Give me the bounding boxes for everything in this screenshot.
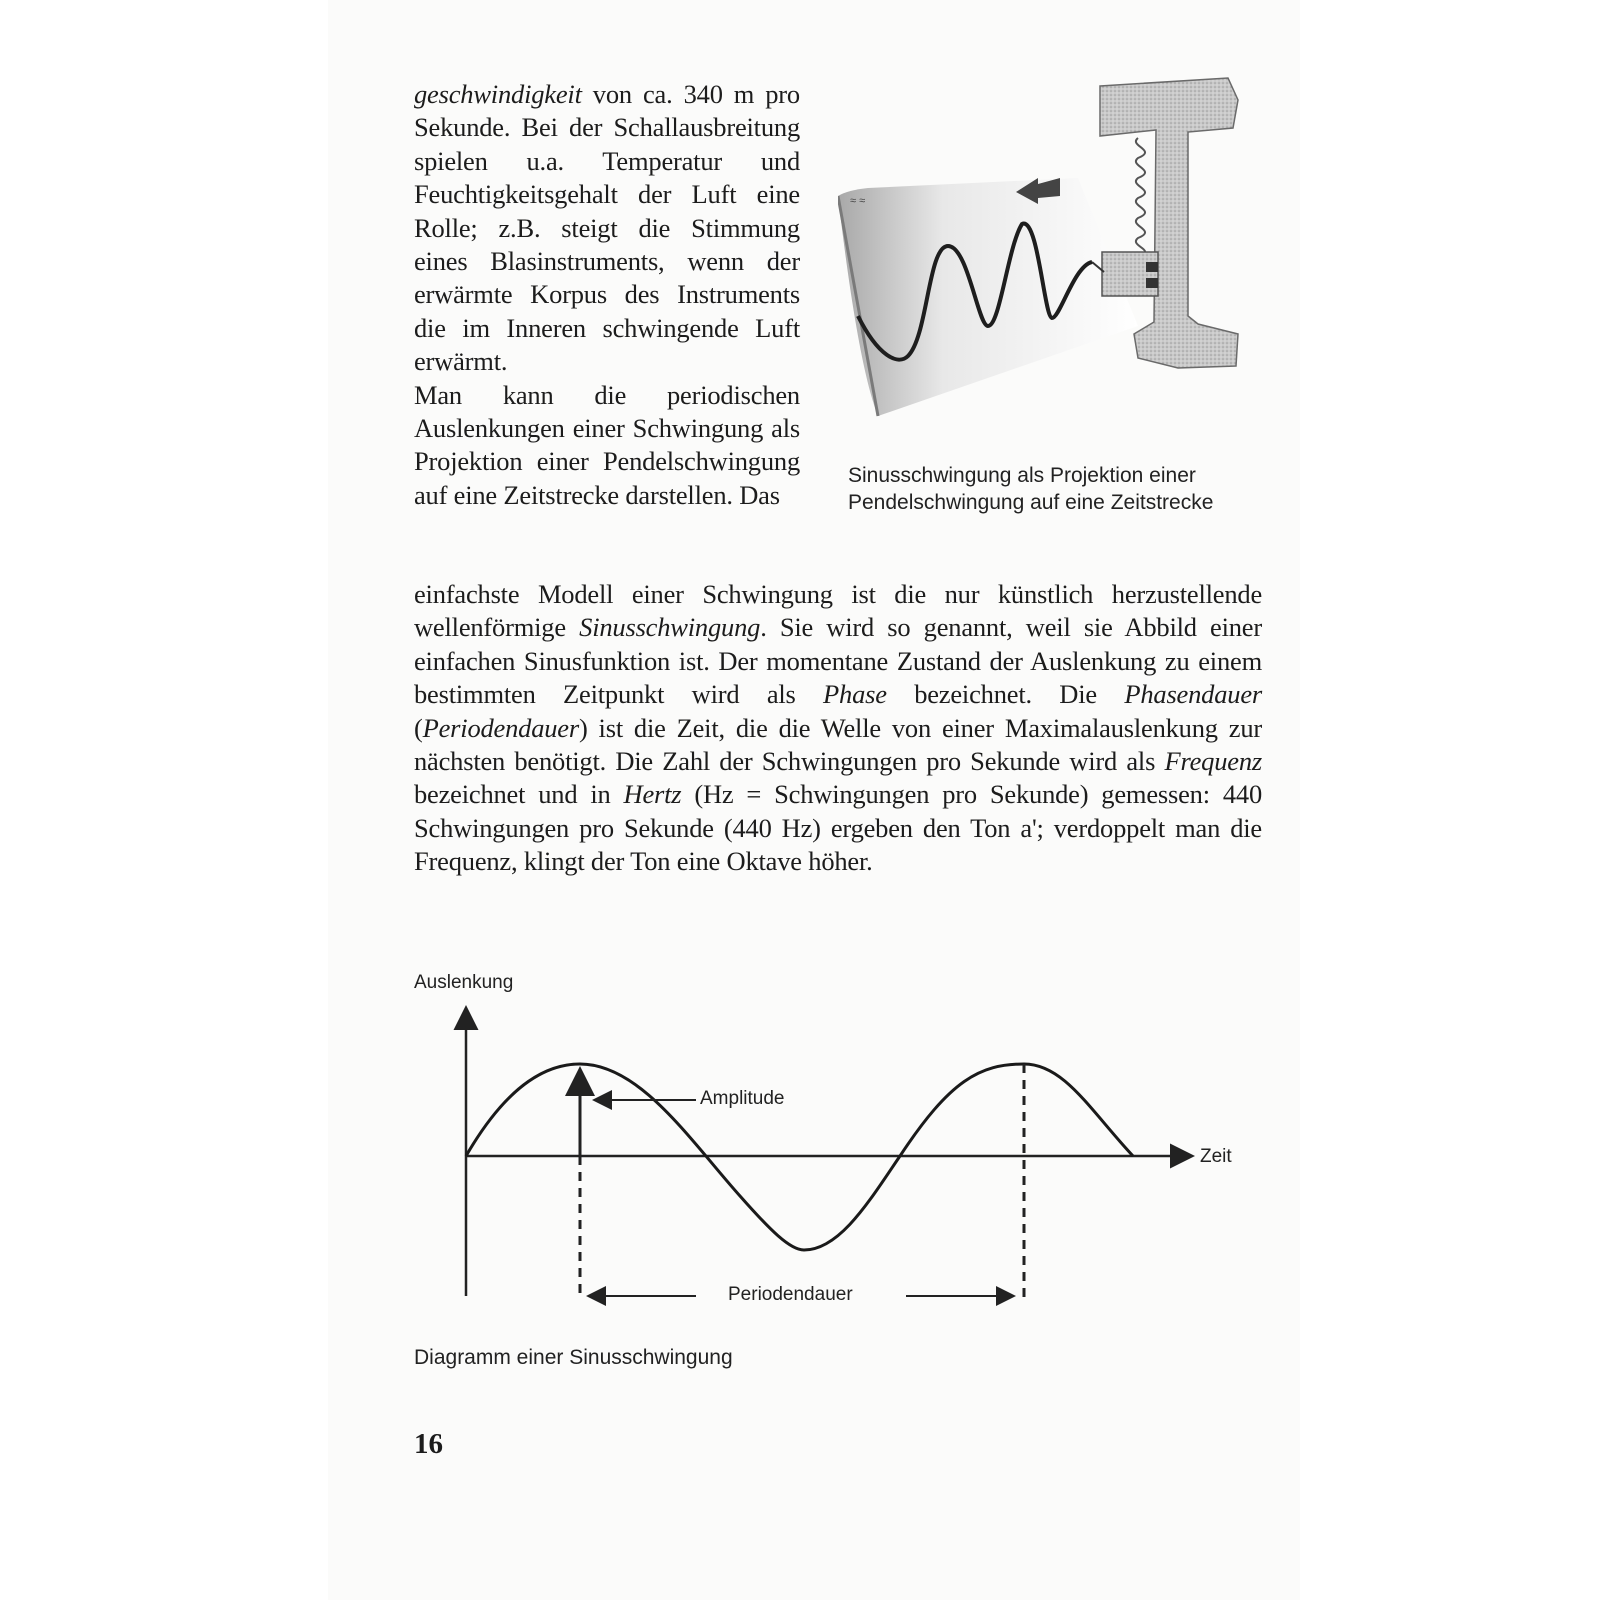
- x-axis-label: Zeit: [1200, 1146, 1232, 1167]
- sine-diagram: [400, 960, 1260, 1320]
- y-axis-label: Auslenkung: [414, 972, 514, 993]
- svg-text:≈ ≈: ≈ ≈: [850, 195, 866, 207]
- amplitude-label: Amplitude: [700, 1088, 785, 1109]
- paragraph-projection-start: Man kann die periodischen Auslenkungen einer Schwingung als Projektion einer Pendelschwingung auf eine Zeitstrecke darstellen. Das: [414, 379, 800, 510]
- term-phasendauer: Phasendauer: [1124, 679, 1262, 710]
- term-sinusschwingung: Sinusschwingung: [579, 612, 761, 643]
- paper-strip: [838, 178, 1138, 416]
- term-phase: Phase: [823, 679, 887, 710]
- body-text-column: [414, 78, 800, 512]
- term-periodendauer: Periodendauer: [422, 712, 579, 743]
- term-frequenz: Frequenz: [1164, 746, 1262, 777]
- paragraph-sine-model: einfachste Modell einer Schwingung ist die nur künstlich herzustellende wellenförmige Sinusschwingung. Sie wird so genannt, weil sie Abbild einer einfachen Sinusfunktion ist. Der momentane Zustand der Auslenkung zu einem bestimmten Zeitpunkt wird als Phase bezeichnet. Die Phasendauer (Periodendauer) ist die Zeit, die die Welle von einer Maximalauslenkung zur nächsten benötigt. Die Zahl der Schwingungen pro Sekunde wird als Frequenz bezeichnet und in Hertz (Hz = Schwingungen pro Sekunde) gemessen: 440 Schwingungen pro Sekunde (440 Hz) ergeben den Ton a'; verdoppelt man die Frequenz, klingt der Ton eine Oktave höher.: [414, 579, 1262, 877]
- weight: [1102, 252, 1158, 296]
- paragraph-sound-speed: geschwindigkeit von ca. 340 m pro Sekunde. Bei der Schallausbreitung spielen u.a. Temperatur und Feuchtigkeitsgehalt der Luft eine Rolle; z.B. steigt die Stimmung eines Blasinstruments, wenn der erwärmte Korpus des Instruments die im Inneren schwingende Luft erwärmt.: [414, 79, 800, 377]
- diagram-caption: Diagramm einer Sinusschwingung: [414, 1346, 733, 1369]
- term-geschwindigkeit: geschwindigkeit: [414, 79, 582, 109]
- page-number: 16: [414, 1428, 443, 1460]
- term-hertz: Hertz: [623, 779, 682, 810]
- illustration-caption: Sinusschwingung als Projektion einer Pendelschwingung auf eine Zeitstrecke: [848, 464, 1214, 514]
- period-label: Periodendauer: [728, 1284, 853, 1305]
- spring: [1136, 138, 1145, 256]
- sine-diagram-svg: [400, 960, 1260, 1320]
- spring-pendulum-illustration: [838, 66, 1278, 434]
- body-text-wide: [414, 578, 1262, 879]
